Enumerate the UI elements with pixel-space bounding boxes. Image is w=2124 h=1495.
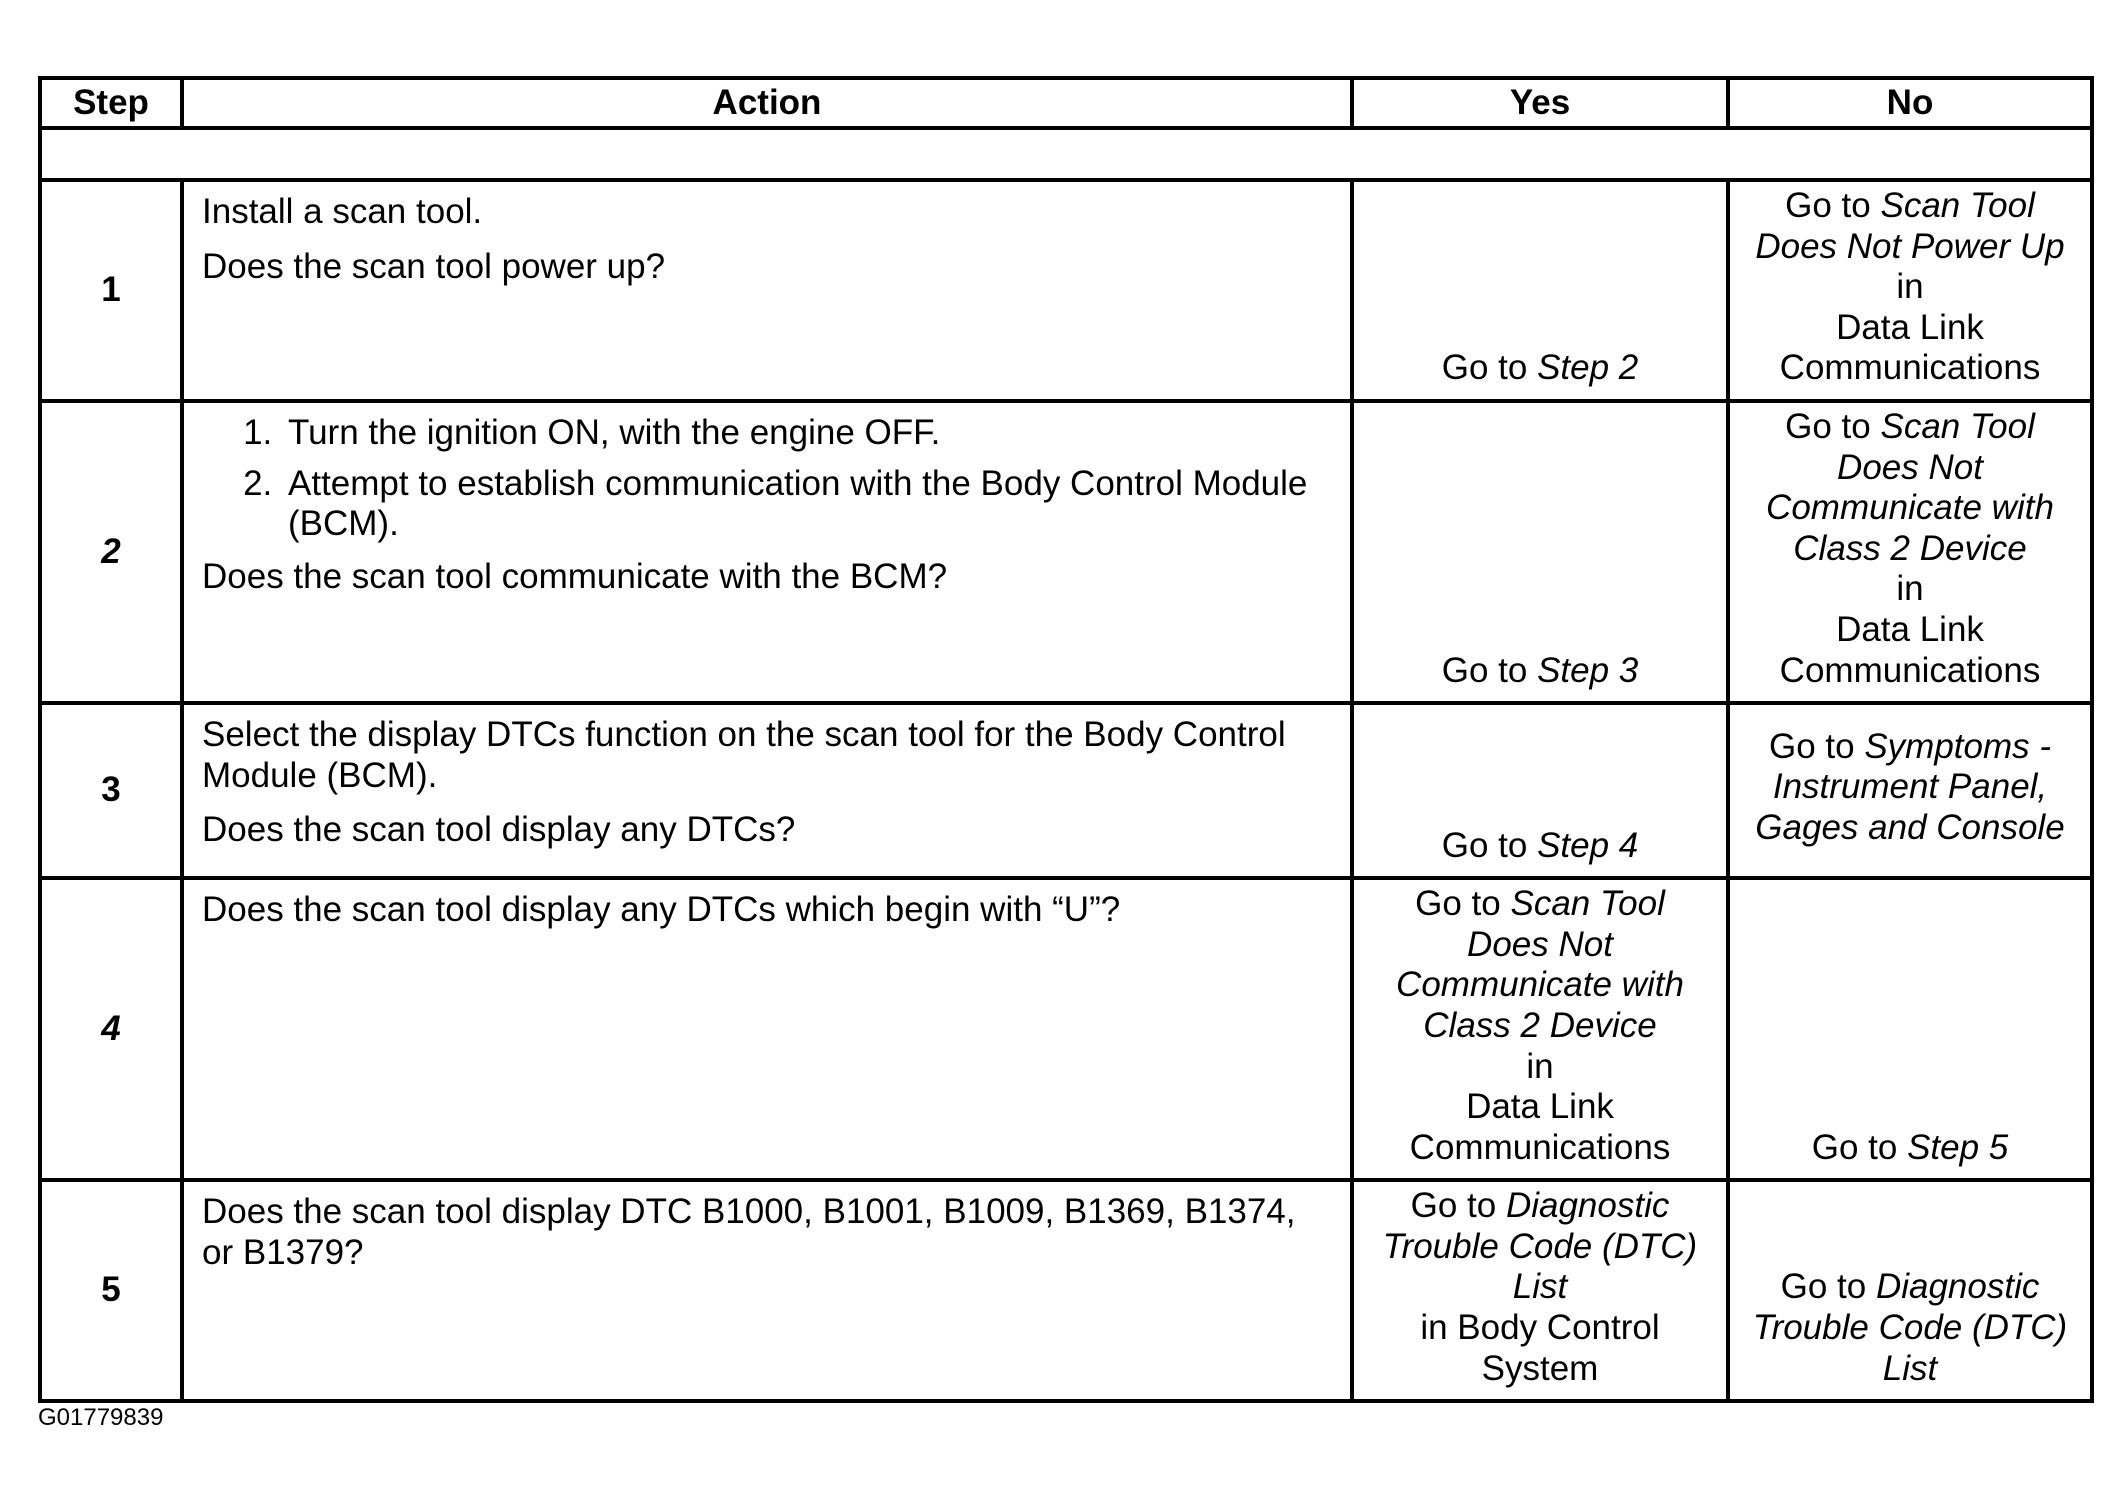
- yes-prefix: Go to: [1441, 348, 1538, 388]
- no-suffix: Data Link: [1836, 307, 1984, 347]
- yes-suffix: in: [1526, 1046, 1554, 1086]
- yes-ref-link[interactable]: Class 2 Device: [1423, 1005, 1657, 1045]
- step-number: 5: [40, 1180, 182, 1401]
- yes-prefix: Go to: [1410, 1186, 1506, 1226]
- action-list-item: 1. Turn the ignition ON, with the engine OFF.: [282, 413, 1332, 454]
- no-suffix: Communications: [1779, 348, 2041, 388]
- yes-suffix: Communications: [1409, 1127, 1671, 1167]
- no-cell: [1728, 401, 2092, 703]
- no-ref-link[interactable]: Instrument Panel,: [1772, 767, 2048, 807]
- no-ref-link[interactable]: Scan Tool: [1880, 186, 2035, 225]
- action-cell: [182, 1180, 1352, 1401]
- yes-cell: [1352, 703, 1728, 878]
- action-list: [202, 413, 1332, 545]
- step-number: 1: [40, 180, 182, 401]
- yes-ref-link[interactable]: Step 3: [1537, 650, 1639, 690]
- no-cell: [1728, 878, 2092, 1180]
- figure-id: G01779839: [38, 1404, 164, 1431]
- yes-cell: [1352, 1180, 1728, 1401]
- step-number: 4: [40, 878, 182, 1180]
- no-ref-link[interactable]: Does Not Power Up: [1755, 226, 2065, 266]
- no-prefix: Go to: [1811, 1127, 1908, 1167]
- no-prefix: Go to: [1780, 1267, 1876, 1307]
- no-suffix: in: [1896, 569, 1924, 609]
- no-ref-link[interactable]: Class 2 Device: [1793, 528, 2027, 568]
- yes-ref-link[interactable]: Step 2: [1537, 348, 1639, 388]
- no-cell: [1728, 180, 2092, 401]
- no-prefix: Go to: [1785, 186, 1881, 225]
- header-step: Step: [40, 78, 182, 128]
- yes-cell: [1352, 401, 1728, 703]
- no-ref-link[interactable]: List: [1882, 1348, 1938, 1388]
- no-cell: [1728, 1180, 2092, 1401]
- no-suffix: Data Link: [1836, 609, 1984, 649]
- yes-suffix: System: [1481, 1348, 1599, 1388]
- no-suffix: in: [1896, 267, 1924, 307]
- yes-cell: [1352, 180, 1728, 401]
- no-prefix: Go to: [1785, 406, 1881, 446]
- step-number: 3: [40, 703, 182, 878]
- action-question: Does the scan tool display any DTCs which begin with “U”?: [202, 890, 1121, 930]
- spacer-row: [40, 128, 2092, 180]
- action-text: Install a scan tool.: [202, 192, 483, 231]
- spacer-cell: [40, 128, 2092, 180]
- no-ref-link[interactable]: Step 5: [1907, 1127, 2009, 1167]
- action-cell: [182, 878, 1352, 1180]
- yes-ref-link[interactable]: Diagnostic: [1505, 1186, 1670, 1226]
- yes-ref-link[interactable]: Scan Tool: [1510, 884, 1665, 924]
- action-question: Does the scan tool display DTC B1000, B1001, B1009, B1369, B1374, or B1379?: [202, 1192, 1296, 1272]
- action-cell: [182, 703, 1352, 878]
- table-row: [40, 1180, 2092, 1401]
- yes-ref-link[interactable]: Trouble Code (DTC): [1382, 1226, 1698, 1266]
- yes-cell: [1352, 878, 1728, 1180]
- no-ref-link[interactable]: Scan Tool: [1880, 406, 2035, 446]
- yes-ref-link[interactable]: Step 4: [1537, 825, 1639, 865]
- no-cell: [1728, 703, 2092, 878]
- no-ref-link[interactable]: Trouble Code (DTC): [1752, 1308, 2068, 1348]
- yes-ref-link[interactable]: Communicate with: [1396, 965, 1684, 1005]
- no-ref-link[interactable]: Communicate with: [1766, 488, 2054, 528]
- yes-suffix: Data Link: [1466, 1087, 1614, 1127]
- step-number: 2: [40, 401, 182, 703]
- action-question: Does the scan tool communicate with the BCM?: [202, 556, 948, 596]
- yes-ref-link[interactable]: List: [1512, 1267, 1568, 1307]
- yes-prefix: Go to: [1441, 650, 1538, 690]
- header-action: Action: [182, 78, 1352, 128]
- no-ref-link[interactable]: Symptoms -: [1864, 726, 2052, 766]
- header-row: [40, 78, 2092, 128]
- action-question: Does the scan tool display any DTCs?: [202, 810, 796, 850]
- yes-prefix: Go to: [1415, 884, 1511, 924]
- no-prefix: Go to: [1768, 726, 1865, 766]
- action-list-item: 2. Attempt to establish communication with the Body Control Module (BCM).: [282, 464, 1332, 545]
- no-ref-link[interactable]: Does Not: [1837, 447, 1983, 487]
- yes-prefix: Go to: [1441, 825, 1538, 865]
- action-question: Does the scan tool power up?: [202, 246, 666, 286]
- action-cell: [182, 180, 1352, 401]
- yes-ref-link[interactable]: Does Not: [1467, 924, 1613, 964]
- table-row: [40, 703, 2092, 878]
- no-ref-link[interactable]: Gages and Console: [1755, 807, 2065, 847]
- table-row: [40, 878, 2092, 1180]
- header-yes: Yes: [1352, 78, 1728, 128]
- diagnostic-table: [38, 76, 2094, 1403]
- header-no: No: [1728, 78, 2092, 128]
- yes-suffix: in Body Control: [1420, 1308, 1660, 1348]
- no-ref-link[interactable]: Diagnostic: [1875, 1267, 2040, 1307]
- table-row: [40, 401, 2092, 703]
- table-row: [40, 180, 2092, 401]
- action-cell: [182, 401, 1352, 703]
- no-suffix: Communications: [1779, 650, 2041, 690]
- action-text: Select the display DTCs function on the scan tool for the Body Control Module (BCM).: [202, 715, 1286, 795]
